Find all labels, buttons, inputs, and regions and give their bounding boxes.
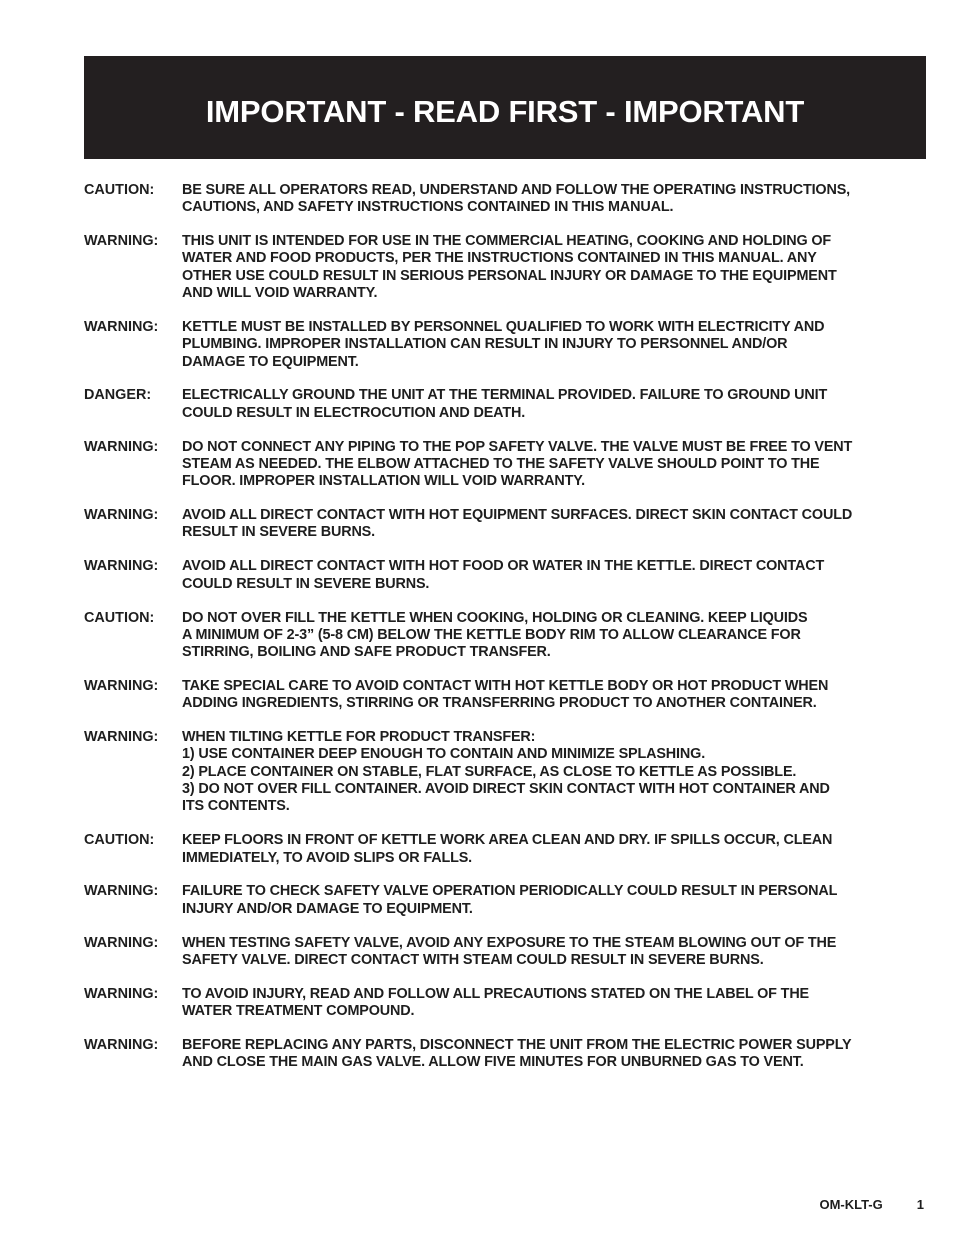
notice-text <box>182 182 934 217</box>
notice-text <box>182 558 934 593</box>
notice-text-line: AVOID ALL DIRECT CONTACT WITH HOT EQUIPMENT SURFACES. DIRECT SKIN CONTACT COULD <box>182 507 853 524</box>
notice-label: WARNING: <box>84 1037 159 1053</box>
notice-text-line: 1) USE CONTAINER DEEP ENOUGH TO CONTAIN AND MINIMIZE SPLASHING. <box>182 746 706 763</box>
notice-text-line: STEAM AS NEEDED. THE ELBOW ATTACHED TO THE SAFETY VALVE SHOULD POINT TO THE <box>182 455 820 472</box>
notice-text-line: BEFORE REPLACING ANY PARTS, DISCONNECT THE UNIT FROM THE ELECTRIC POWER SUPPLY <box>182 1037 852 1053</box>
notice-label: WARNING: <box>84 934 159 951</box>
page-footer <box>819 1197 924 1212</box>
notice-text-line: ELECTRICALLY GROUND THE UNIT AT THE TERMINAL PROVIDED. FAILURE TO GROUND UNIT <box>182 387 828 404</box>
notice-text-line: WHEN TESTING SAFETY VALVE, AVOID ANY EXPOSURE TO THE STEAM BLOWING OUT OF THE <box>182 934 837 951</box>
notice-text-line: COULD RESULT IN SEVERE BURNS. <box>182 575 430 592</box>
notice-text-line: COULD RESULT IN ELECTROCUTION AND DEATH. <box>182 404 526 421</box>
notice-text-line: FLOOR. IMPROPER INSTALLATION WILL VOID WARRANTY. <box>182 473 585 490</box>
safety-notice <box>84 182 934 217</box>
safety-notice-list <box>84 182 934 1088</box>
notice-text-line: 3) DO NOT OVER FILL CONTAINER. AVOID DIRECT SKIN CONTACT WITH HOT CONTAINER AND <box>182 781 830 798</box>
safety-notice <box>84 387 934 422</box>
notice-text-line: WATER TREATMENT COMPOUND. <box>182 1003 415 1020</box>
notice-text-line: AVOID ALL DIRECT CONTACT WITH HOT FOOD OR WATER IN THE KETTLE. DIRECT CONTACT <box>182 558 825 575</box>
title-banner <box>84 56 926 159</box>
notice-text-line: A MINIMUM OF 2-3” (5-8 CM) BELOW THE KETTLE BODY RIM TO ALLOW CLEARANCE FOR <box>182 626 801 643</box>
safety-notice <box>84 507 934 542</box>
notice-text-line: FAILURE TO CHECK SAFETY VALVE OPERATION PERIODICALLY COULD RESULT IN PERSONAL <box>182 883 838 900</box>
safety-notice <box>84 678 934 713</box>
notice-text-line: DO NOT CONNECT ANY PIPING TO THE POP SAFETY VALVE. THE VALVE MUST BE FREE TO VENT <box>182 438 853 455</box>
notice-label: CAUTION: <box>84 609 155 626</box>
safety-notice <box>84 729 934 815</box>
document-code: OM-KLT-G <box>819 1197 883 1212</box>
notice-label: WARNING: <box>84 883 159 900</box>
notice-text-line: THIS UNIT IS INTENDED FOR USE IN THE COMMERCIAL HEATING, COOKING AND HOLDING OF <box>182 233 832 250</box>
notice-text-line: DAMAGE TO EQUIPMENT. <box>182 353 359 370</box>
notice-text <box>182 319 934 371</box>
notice-label: WARNING: <box>84 438 159 455</box>
safety-notice <box>84 935 934 970</box>
notice-label: WARNING: <box>84 318 159 335</box>
notice-text-line: 2) PLACE CONTAINER ON STABLE, FLAT SURFACE, AS CLOSE TO KETTLE AS POSSIBLE. <box>182 763 797 780</box>
notice-label: CAUTION: <box>84 832 155 849</box>
notice-text-line: WATER AND FOOD PRODUCTS, PER THE INSTRUCTIONS CONTAINED IN THIS MANUAL. ANY <box>182 250 817 267</box>
notice-text <box>182 507 934 542</box>
notice-text <box>182 610 934 662</box>
notice-label: WARNING: <box>84 558 159 575</box>
notice-text-line: ITS CONTENTS. <box>182 798 290 815</box>
notice-text-line: STIRRING, BOILING AND SAFE PRODUCT TRANSFER. <box>182 644 551 661</box>
notice-text-line: PLUMBING. IMPROPER INSTALLATION CAN RESULT IN INJURY TO PERSONNEL AND/OR <box>182 336 788 353</box>
notice-label: DANGER: <box>84 387 152 404</box>
notice-text-line: KEEP FLOORS IN FRONT OF KETTLE WORK AREA CLEAN AND DRY. IF SPILLS OCCUR, CLEAN <box>182 832 833 849</box>
notice-label: WARNING: <box>84 233 159 250</box>
notice-text-line: CAUTIONS, AND SAFETY INSTRUCTIONS CONTAINED IN THIS MANUAL. <box>182 199 674 216</box>
notice-text-line: BE SURE ALL OPERATORS READ, UNDERSTAND AND FOLLOW THE OPERATING INSTRUCTIONS, <box>182 182 851 198</box>
safety-notice <box>84 558 934 593</box>
notice-text-line: DO NOT OVER FILL THE KETTLE WHEN COOKING, HOLDING OR CLEANING. KEEP LIQUIDS <box>182 609 808 626</box>
page-title: IMPORTANT - READ FIRST - IMPORTANT <box>205 93 805 129</box>
safety-notice <box>84 439 934 491</box>
notice-text-line: AND CLOSE THE MAIN GAS VALVE. ALLOW FIVE MINUTES FOR UNBURNED GAS TO VENT. <box>182 1054 804 1071</box>
notice-text <box>182 883 934 918</box>
safety-notice <box>84 610 934 662</box>
notice-text <box>182 678 934 713</box>
notice-text <box>182 1037 934 1072</box>
notice-label: WARNING: <box>84 729 159 746</box>
notice-text-line: AND WILL VOID WARRANTY. <box>182 285 378 302</box>
notice-text-line: OTHER USE COULD RESULT IN SERIOUS PERSONAL INJURY OR DAMAGE TO THE EQUIPMENT <box>182 267 837 284</box>
safety-notice <box>84 1037 934 1072</box>
notice-text <box>182 233 934 302</box>
notice-text-line: KETTLE MUST BE INSTALLED BY PERSONNEL QUALIFIED TO WORK WITH ELECTRICITY AND <box>182 318 825 335</box>
notice-text-line: RESULT IN SEVERE BURNS. <box>182 524 375 541</box>
notice-text <box>182 832 934 867</box>
notice-text <box>182 387 934 422</box>
notice-label: WARNING: <box>84 677 159 694</box>
notice-text-line: SAFETY VALVE. DIRECT CONTACT WITH STEAM COULD RESULT IN SEVERE BURNS. <box>182 951 764 968</box>
safety-notice <box>84 233 934 302</box>
safety-notice <box>84 319 934 371</box>
notice-text-line: ADDING INGREDIENTS, STIRRING OR TRANSFERRING PRODUCT TO ANOTHER CONTAINER. <box>182 695 817 712</box>
safety-notice <box>84 883 934 918</box>
notice-text-line: TAKE SPECIAL CARE TO AVOID CONTACT WITH HOT KETTLE BODY OR HOT PRODUCT WHEN <box>182 677 829 694</box>
safety-notice <box>84 986 934 1021</box>
notice-label: WARNING: <box>84 985 159 1002</box>
notice-text-line: IMMEDIATELY, TO AVOID SLIPS OR FALLS. <box>182 849 473 866</box>
notice-text <box>182 986 934 1021</box>
notice-text-line: INJURY AND/OR DAMAGE TO EQUIPMENT. <box>182 900 473 917</box>
notice-text <box>182 439 934 491</box>
notice-text <box>182 729 934 815</box>
notice-text <box>182 935 934 970</box>
safety-notice <box>84 832 934 867</box>
notice-label: CAUTION: <box>84 182 155 198</box>
page-number: 1 <box>916 1197 924 1212</box>
notice-text-line: TO AVOID INJURY, READ AND FOLLOW ALL PRECAUTIONS STATED ON THE LABEL OF THE <box>182 985 810 1002</box>
notice-label: WARNING: <box>84 507 159 524</box>
notice-text-line: WHEN TILTING KETTLE FOR PRODUCT TRANSFER: <box>182 729 536 746</box>
